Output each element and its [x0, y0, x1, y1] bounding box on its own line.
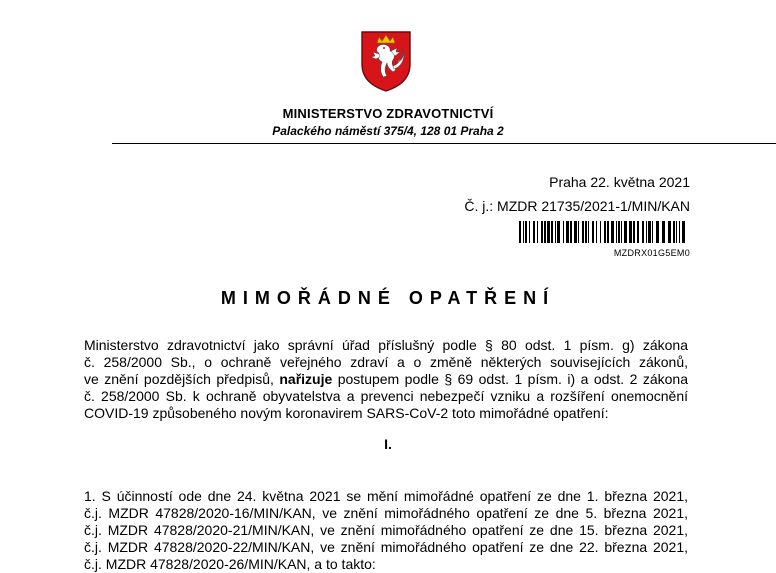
barcode-bar [682, 221, 685, 243]
barcode-bar [566, 221, 569, 243]
item-line: č.j. MZDR 47828/2020-26/MIN/KAN, a to takto: [84, 556, 376, 572]
organization-name: MINISTERSTVO ZDRAVOTNICTVÍ [282, 106, 494, 121]
barcode-bar [551, 221, 553, 243]
intro-line: Ministerstvo zdravotnictví jako správní úřad příslušný podle § 80 odst. 1 písm. g) zákona [84, 337, 688, 353]
barcode-bar [676, 221, 677, 243]
barcode-bar [529, 221, 530, 243]
organization-address: Palackého náměstí 375/4, 128 01 Praha 2 [272, 124, 504, 138]
barcode-text: MZDRX01G5EM0 [613, 248, 690, 258]
barcode-bar [673, 221, 675, 243]
barcode-bar [519, 221, 521, 243]
intro-line: č. 258/2000 Sb., o ochraně veřejného zdraví a o změně některých souvisejících zákonů, [84, 354, 688, 370]
barcode-bar [648, 221, 651, 243]
barcode-bar [624, 221, 627, 243]
item-paragraph [84, 488, 688, 573]
barcode-bar [652, 221, 653, 243]
barcode-bar [588, 221, 589, 243]
intro-line: č. 258/2000 Sb. k ochraně obyvatelstva a prevenci nebezpečí vzniku a rozšíření onemocnění [84, 388, 688, 404]
barcode-bar [611, 221, 614, 243]
barcode-bar [668, 221, 671, 243]
barcode-bar [607, 221, 609, 243]
barcode-bar [578, 221, 579, 243]
barcode-bar [537, 221, 538, 243]
barcode-bar [633, 221, 635, 243]
section-heading: I. [384, 436, 392, 452]
barcode-bar [662, 221, 665, 243]
barcode-bar [604, 221, 606, 243]
barcode-bar [642, 221, 644, 243]
barcode-bar [600, 221, 601, 243]
barcode-bar [637, 221, 639, 243]
barcode-bar [541, 221, 543, 243]
barcode-bar [563, 221, 564, 243]
ordering-verb: nařizuje [279, 371, 333, 387]
barcode-bar [523, 221, 524, 243]
barcode-bar [616, 221, 617, 243]
header-divider [112, 143, 776, 144]
item-line: č.j. MZDR 47828/2020-22/MIN/KAN, ve znění mimořádného opatření ze dne 22. března 2021, [84, 539, 688, 555]
barcode-bar [582, 221, 584, 243]
czech-lion-coat-of-arms-icon [360, 30, 412, 92]
item-line: 1. S účinností ode dne 24. května 2021 se mění mimořádné opatření ze dne 1. března 2021, [84, 488, 688, 504]
barcode-bar [533, 221, 535, 243]
barcode-bar [618, 221, 620, 243]
intro-paragraph [84, 337, 688, 422]
document-date: Praha 22. května 2021 [549, 174, 690, 190]
item-line: č.j. MZDR 47828/2020-16/MIN/KAN, ve znění mimořádného opatření ze dne 5. března 2021, [84, 505, 688, 521]
barcode-bar [574, 221, 577, 243]
barcode-bar [629, 221, 632, 243]
document-title: MIMOŘÁDNÉ OPATŘENÍ [220, 288, 556, 308]
barcode-bar [544, 221, 546, 243]
barcode-bar [621, 221, 622, 243]
barcode-bar [592, 221, 594, 243]
barcode-bar [525, 221, 527, 243]
barcode-bar [570, 221, 572, 243]
barcode-bar [585, 221, 587, 243]
barcode-bar [646, 221, 647, 243]
intro-line: ve znění pozdějších předpisů, nařizuje postupem podle § 69 odst. 1 písm. i) a odst. 2 zákona [84, 371, 688, 387]
intro-line: COVID-19 způsobeného novým koronavirem SARS-CoV-2 toto mimořádné opatření: [84, 405, 609, 421]
barcode-bar [656, 221, 659, 243]
barcode-bar [547, 221, 550, 243]
barcode-icon [519, 221, 688, 243]
barcode-bar [555, 221, 556, 243]
reference-number: Č. j.: MZDR 21735/2021-1/MIN/KAN [464, 198, 690, 214]
barcode-bar [679, 221, 680, 243]
barcode-bar [596, 221, 597, 243]
item-line: č.j. MZDR 47828/2020-21/MIN/KAN, ve znění mimořádného opatření ze dne 15. března 2021, [84, 522, 688, 538]
barcode-bar [557, 221, 560, 243]
